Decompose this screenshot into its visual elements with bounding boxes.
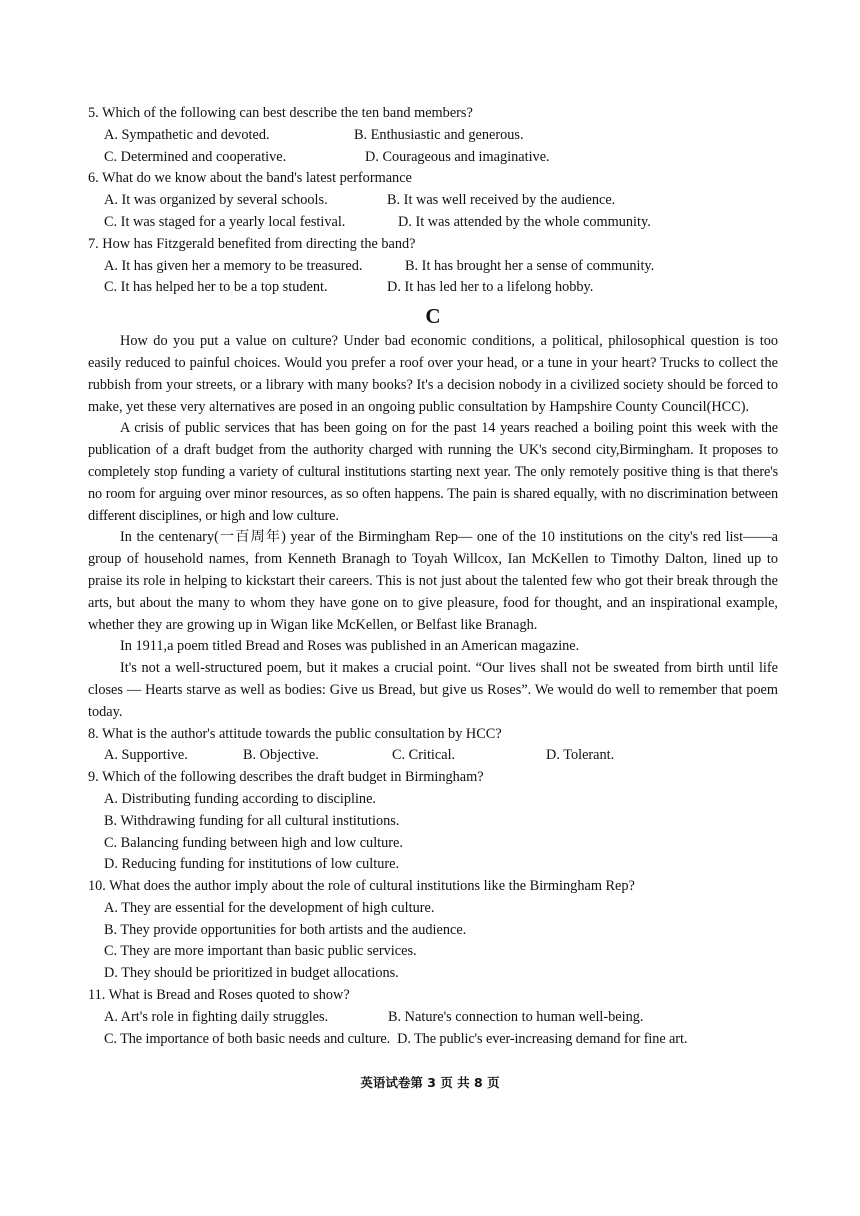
- option-10d: D. They should be prioritized in budget allocations.: [104, 965, 399, 982]
- question-11-options-row-2: [88, 1029, 778, 1051]
- option-10a: A. They are essential for the development of high culture.: [104, 899, 435, 916]
- option-11a: A. Art's role in fighting daily struggles.: [104, 1008, 329, 1025]
- page-footer: 英语试卷第 3 页 共 8 页: [360, 1075, 500, 1090]
- passage-paragraph-1: How do you put a value on culture? Under bad economic conditions, a political, philosophical question is too easily reduced to painful choices. Would you prefer a roof over your head, or a tune in your heart? Trucks to collect the rubbish from your streets, or a library with many books? It's a decision nobody in a civilized society should be forced to make, yet these very alternatives are posed in an ongoing public consultation by Hampshire County Council(HCC).: [88, 333, 778, 415]
- option-10b: B. They provide opportunities for both artists and the audience.: [104, 921, 467, 938]
- option-9b: B. Withdrawing funding for all cultural institutions.: [104, 812, 400, 829]
- section-title: C: [425, 304, 441, 329]
- question-9-stem: 9. Which of the following describes the draft budget in Birmingham?: [88, 769, 484, 786]
- question-6-options-row-1: [88, 190, 778, 212]
- option-6d: D. It was attended by the whole community.: [398, 213, 651, 230]
- option-11c: C. The importance of both basic needs and culture.: [104, 1030, 391, 1047]
- question-5-stem: 5. Which of the following can best describe the ten band members?: [88, 105, 473, 121]
- question-7-options-row-1: [88, 256, 778, 278]
- question-7-stem: 7. How has Fitzgerald benefited from directing the band?: [88, 235, 416, 252]
- option-6b: B. It was well received by the audience.: [387, 192, 616, 209]
- option-6c: C. It was staged for a yearly local festival.: [104, 213, 346, 230]
- option-8d: D. Tolerant.: [546, 747, 615, 764]
- option-8c: C. Critical.: [392, 747, 456, 764]
- option-9c: C. Balancing funding between high and low culture.: [104, 834, 403, 851]
- question-8-options-row: [88, 745, 778, 767]
- option-7a: A. It has given her a memory to be treasured.: [104, 257, 363, 274]
- question-6-stem: 6. What do we know about the band's latest performance: [88, 170, 412, 187]
- option-11b: B. Nature's connection to human well-being.: [388, 1008, 644, 1025]
- option-11d: D. The public's ever-increasing demand for fine art.: [397, 1030, 688, 1047]
- question-11-options-row-1: [88, 1007, 778, 1029]
- exam-page: [88, 103, 778, 1050]
- question-8-stem: 8. What is the author's attitude towards the public consultation by HCC?: [88, 725, 502, 742]
- passage-paragraph-4: In 1911,a poem titled Bread and Roses was published in an American magazine.: [120, 638, 580, 655]
- option-8b: B. Objective.: [243, 747, 319, 764]
- option-7c: C. It has helped her to be a top student.: [104, 279, 328, 296]
- option-7b: B. It has brought her a sense of community.: [405, 257, 655, 274]
- passage-paragraph-2: A crisis of public services that has been going on for the past 14 years reached a boiling point this week with the publication of a draft budget from the authority charged with running the UK's second city,Birmingham. It proposes to completely stop funding a variety of cultural institutions starting next year. The only remotely positive thing is that there's no room for arguing over minor resources, as so often happens. The pain is shared equally, with no discrimination between different disciplines, or high and low culture.: [88, 420, 778, 524]
- option-9a: A. Distributing funding according to discipline.: [104, 790, 376, 807]
- passage-paragraph-5: It's not a well-structured poem, but it makes a crucial point. “Our lives shall not be sweated from birth until life closes — Hearts starve as well as bodies: Give us Bread, but give us Roses”. We would do well to remember that poem today.: [88, 660, 778, 720]
- question-6-options-row-2: [88, 212, 778, 234]
- option-5b: B. Enthusiastic and generous.: [354, 126, 524, 143]
- option-7d: D. It has led her to a lifelong hobby.: [387, 279, 594, 296]
- passage-paragraph-3: In the centenary(一百周年) year of the Birmingham Rep— one of the 10 institutions on the city's red list——a group of household names, from Kenneth Branagh to Toyah Willcox, Ian McKellen to Timothy Dalton, lined up to praise its role in helping to kickstart their careers. This is not just about the talented few who got their break through the arts, but about the many to whom they have gone on to give pleasure, food for thought, and an inspirational example, whether they are growing up in Wigan like McKellen, or Belfast like Branagh.: [88, 529, 778, 633]
- option-5a: A. Sympathetic and devoted.: [104, 126, 270, 143]
- option-5c: C. Determined and cooperative.: [104, 148, 287, 165]
- option-8a: A. Supportive.: [104, 747, 188, 764]
- question-10-stem: 10. What does the author imply about the role of cultural institutions like the Birmingham Rep?: [88, 878, 635, 895]
- question-5-options-row-2: [88, 147, 778, 169]
- question-5-options-row-1: [88, 125, 778, 147]
- question-11-stem: 11. What is Bread and Roses quoted to show?: [88, 987, 350, 1004]
- option-5d: D. Courageous and imaginative.: [365, 148, 550, 165]
- question-7-options-row-2: [88, 277, 778, 299]
- option-9d: D. Reducing funding for institutions of low culture.: [104, 856, 400, 873]
- option-10c: C. They are more important than basic public services.: [104, 943, 417, 960]
- option-6a: A. It was organized by several schools.: [104, 192, 328, 209]
